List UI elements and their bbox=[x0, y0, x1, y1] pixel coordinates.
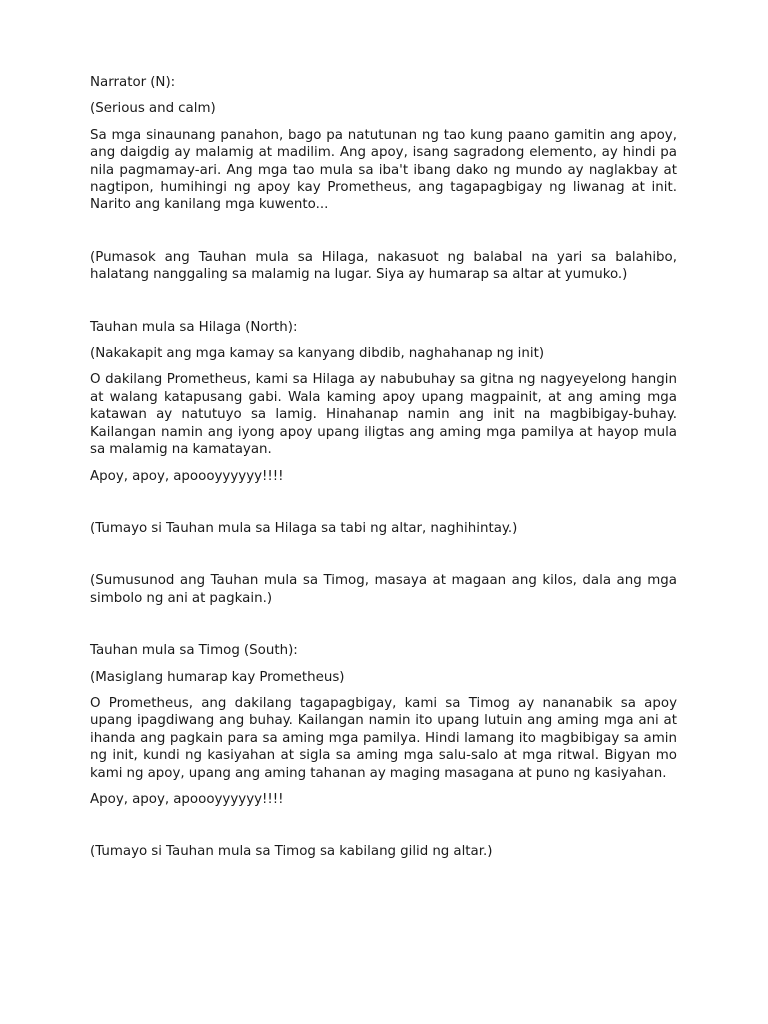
stage-direction: (Sumusunod ang Tauhan mula sa Timog, masaya at magaan ang kilos, dala ang mga simbolo ng ani at pagkain.) bbox=[90, 573, 677, 606]
speaker-label-north: Tauhan mula sa Hilaga (North): bbox=[90, 319, 298, 335]
stage-direction: (Masiglang humarap kay Prometheus) bbox=[90, 669, 345, 685]
chant-line: Apoy, apoy, apoooyyyyyy!!!! bbox=[90, 468, 284, 484]
stage-direction: (Pumasok ang Tauhan mula sa Hilaga, nakasuot ng balabal na yari sa balahibo, halatang nanggaling sa malamig na lugar. Siya ay humarap sa altar at yumuko.) bbox=[90, 249, 677, 283]
speaker-label-narrator: Narrator (N): bbox=[90, 75, 176, 90]
dialogue-paragraph: O Prometheus, ang dakilang tagapagbigay, kami sa Timog ay nananabik sa apoy upang ipagdiwang ang buhay. Kailangan namin ito upang lutuin ang aming mga ani at ihanda ang pagkain para sa aming mga pamilya. Hindi lamang ito magbibigay sa amin ng init, kundi ng kasiyahan at sigla sa aming mga salu-salo at mga ritwal. Bigyan mo kami ng apoy, upang ang aming tahanan ay maging masagana at puno ng kasiyahan. bbox=[90, 695, 677, 781]
stage-direction: (Tumayo si Tauhan mula sa Hilaga sa tabi ng altar, naghihintay.) bbox=[90, 520, 518, 536]
stage-direction: (Nakakapit ang mga kamay sa kanyang dibdib, naghahanap ng init) bbox=[90, 346, 545, 362]
stage-direction: (Serious and calm) bbox=[90, 101, 216, 117]
stage-direction: (Tumayo si Tauhan mula sa Timog sa kabilang gilid ng altar.) bbox=[90, 844, 493, 860]
chant-line: Apoy, apoy, apoooyyyyyy!!!! bbox=[90, 791, 284, 807]
document-page bbox=[90, 74, 677, 861]
dialogue-paragraph: O dakilang Prometheus, kami sa Hilaga ay nabubuhay sa gitna ng nagyeyelong hangin at walang katapusang gabi. Wala kaming apoy upang magpainit, at ang aming mga katawan ay natutuyo sa lamig. Hinahanap namin ang init na magbibigay-buhay. Kailangan namin ang iyong apoy upang iligtas ang aming mga pamilya at hayop mula sa malamig na kamatayan. bbox=[90, 372, 677, 458]
dialogue-paragraph: Sa mga sinaunang panahon, bago pa natutunan ng tao kung paano gamitin ang apoy, ang daigdig ay malamig at madilim. Ang apoy, isang sagradong elemento, ay hindi pa nila pagmamay-ari. Ang mga tao mula sa iba't ibang dako ng mundo ay naglakbay at nagtipon, humihingi ng apoy kay Prometheus, ang tagapagbigay ng liwanag at init. Narito ang kanilang mga kuwento... bbox=[90, 127, 677, 213]
speaker-label-south: Tauhan mula sa Timog (South): bbox=[90, 643, 298, 659]
